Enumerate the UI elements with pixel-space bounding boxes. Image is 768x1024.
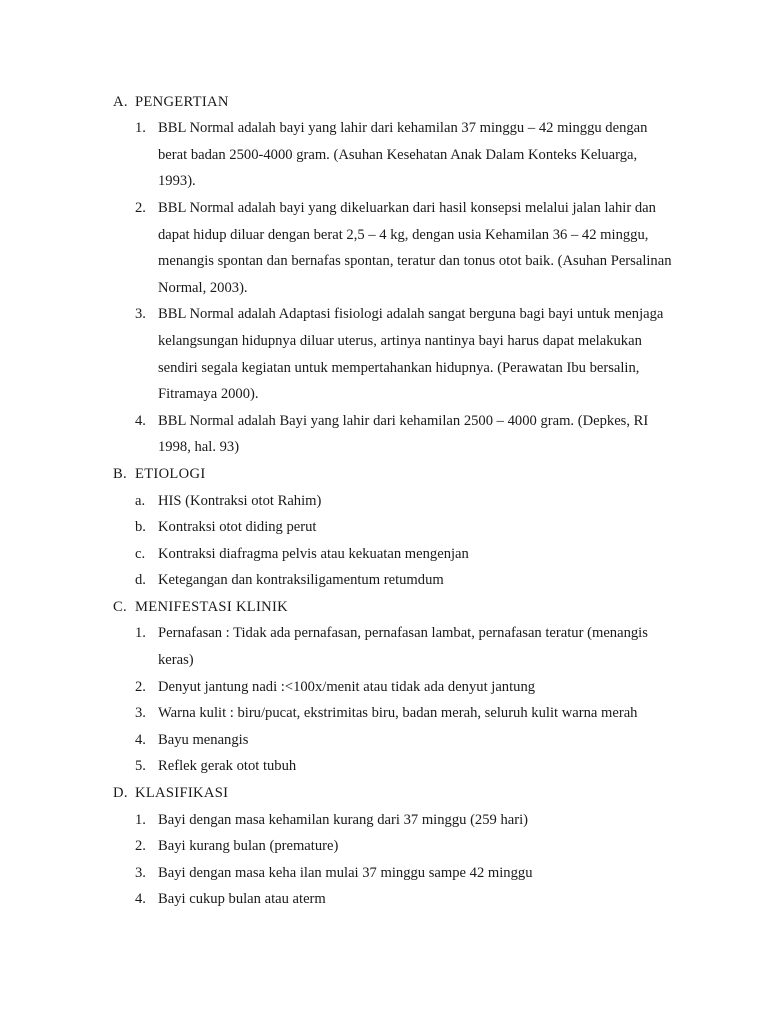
item-number: 2. — [135, 199, 146, 216]
item-text: HIS (Kontraksi otot Rahim) — [158, 492, 322, 509]
item-text: Bayi dengan masa keha ilan mulai 37 minggu sampe 42 minggu — [158, 864, 533, 881]
list-item — [0, 886, 768, 913]
item-text: Warna kulit : biru/pucat, ekstrimitas biru, badan merah, seluruh kulit warna merah — [158, 705, 638, 722]
list-item — [0, 514, 768, 541]
section-pengertian — [0, 89, 768, 461]
list-item — [0, 833, 768, 860]
item-text: Bayu menangis — [158, 731, 249, 748]
item-letter: c. — [135, 545, 146, 562]
list-item — [0, 807, 768, 834]
section-heading — [0, 594, 768, 621]
list-item — [0, 753, 768, 780]
list-item — [0, 727, 768, 754]
item-number: 2. — [135, 838, 146, 855]
section-heading — [0, 461, 768, 488]
item-number: 1. — [135, 625, 146, 642]
section-list — [0, 488, 768, 594]
section-heading — [0, 89, 768, 116]
list-item — [0, 620, 768, 673]
item-text: BBL Normal adalah bayi yang dikeluarkan dari hasil konsepsi melalui jalan lahir dan dapat hidup diluar dengan berat 2,5 – 4 kg, dengan usia Kehamilan 36 – 42 minggu, menangis spontan dan bernafas spontan, teratur dan tonus otot baik. (Asuhan Persalinan Normal, 2003). — [158, 199, 672, 296]
list-item — [0, 115, 768, 195]
item-number: 3. — [135, 306, 146, 323]
section-list — [0, 620, 768, 780]
section-title: ETIOLOGI — [135, 465, 206, 482]
section-letter: A. — [113, 93, 128, 110]
section-title: KLASIFIKASI — [135, 785, 229, 802]
item-letter: a. — [135, 492, 146, 509]
item-text: Bayi dengan masa kehamilan kurang dari 37 minggu (259 hari) — [158, 811, 529, 828]
item-number: 1. — [135, 120, 146, 137]
list-item — [0, 541, 768, 568]
item-text: BBL Normal adalah Adaptasi fisiologi adalah sangat berguna bagi bayi untuk menjaga kelangsungan hidupnya diluar uterus, artinya nantinya bayi harus dapat melakukan sendiri segala kegiatan untuk mempertahankan hidupnya. (Perawatan Ibu bersalin, Fitramaya 2000). — [158, 306, 664, 403]
item-number: 3. — [135, 705, 146, 722]
section-letter: D. — [113, 785, 128, 802]
item-number: 4. — [135, 891, 146, 908]
item-text: Denyut jantung nadi :<100x/menit atau tidak ada denyut jantung — [158, 678, 536, 695]
section-letter: C. — [113, 598, 127, 615]
list-item — [0, 860, 768, 887]
section-letter: B. — [113, 465, 127, 482]
section-title: PENGERTIAN — [135, 93, 229, 110]
item-text: Bayi cukup bulan atau aterm — [158, 891, 326, 908]
section-etiologi — [0, 461, 768, 594]
list-item — [0, 700, 768, 727]
list-item — [0, 301, 768, 407]
list-item — [0, 488, 768, 515]
section-heading — [0, 780, 768, 807]
item-text: Pernafasan : Tidak ada pernafasan, pernafasan lambat, pernafasan teratur (menangis keras) — [158, 625, 648, 669]
item-text: BBL Normal adalah bayi yang lahir dari kehamilan 37 minggu – 42 minggu dengan berat badan 2500-4000 gram. (Asuhan Kesehatan Anak Dalam Konteks Keluarga, 1993). — [158, 120, 648, 190]
item-letter: b. — [135, 519, 146, 536]
section-list — [0, 115, 768, 461]
item-text: Kontraksi otot diding perut — [158, 519, 317, 536]
list-item — [0, 674, 768, 701]
item-text: Ketegangan dan kontraksiligamentum retumdum — [158, 572, 444, 589]
document-body — [0, 89, 768, 913]
item-text: BBL Normal adalah Bayi yang lahir dari kehamilan 2500 – 4000 gram. (Depkes, RI 1998, hal. 93) — [158, 412, 649, 456]
item-number: 5. — [135, 758, 146, 775]
section-menifestasi-klinik — [0, 594, 768, 780]
section-list — [0, 807, 768, 913]
item-text: Bayi kurang bulan (premature) — [158, 838, 339, 855]
item-number: 3. — [135, 864, 146, 881]
item-number: 4. — [135, 412, 146, 429]
item-text: Reflek gerak otot tubuh — [158, 758, 297, 775]
list-item — [0, 567, 768, 594]
item-letter: d. — [135, 572, 146, 589]
item-number: 1. — [135, 811, 146, 828]
item-number: 2. — [135, 678, 146, 695]
item-text: Kontraksi diafragma pelvis atau kekuatan mengenjan — [158, 545, 469, 562]
item-number: 4. — [135, 731, 146, 748]
section-klasifikasi — [0, 780, 768, 913]
list-item — [0, 408, 768, 461]
list-item — [0, 195, 768, 301]
section-title: MENIFESTASI KLINIK — [135, 598, 288, 615]
